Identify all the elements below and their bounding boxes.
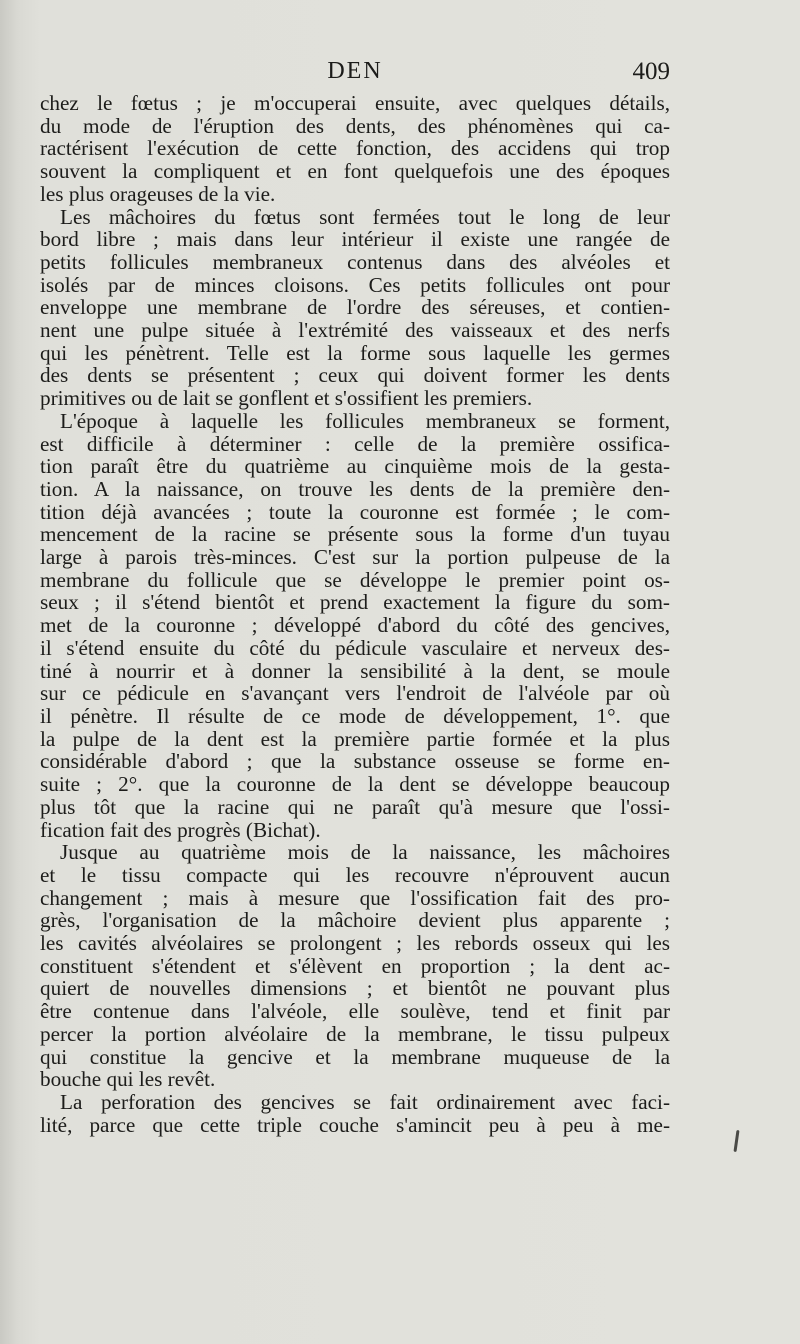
margin-ink-mark (733, 1130, 739, 1152)
text-line: constituent s'étendent et s'élèvent en proportion ; la dent ac- (40, 953, 670, 978)
text-line: isolés par de minces cloisons. Ces petits follicules ont pour (40, 272, 670, 297)
text-line: changement ; mais à mesure que l'ossification fait des pro- (40, 885, 670, 910)
text-line: percer la portion alvéolaire de la membrane, le tissu pulpeux (40, 1021, 670, 1046)
text-line: suite ; 2°. que la couronne de la dent se développe beaucoup (40, 772, 670, 797)
text-line: des dents se présentent ; ceux qui doivent former les dents (40, 363, 670, 388)
text-line: quiert de nouvelles dimensions ; et bientôt ne pouvant plus (40, 976, 670, 1001)
paragraph (40, 206, 670, 410)
text-line: fication fait des progrès (Bichat). (40, 817, 321, 842)
text-line: mencement de la racine se présente sous la forme d'un tuyau (40, 522, 670, 547)
paragraph (40, 1091, 670, 1136)
page-number: 409 (632, 58, 670, 85)
text-line: large à parois très-minces. C'est sur la portion pulpeuse de la (40, 545, 670, 570)
text-line: du mode de l'éruption des dents, des phénomènes qui ca- (40, 113, 670, 138)
text-line: lité, parce que cette triple couche s'amincit peu à peu à me- (40, 1112, 670, 1137)
body-text (40, 92, 670, 1136)
text-line: bouche qui les revêt. (40, 1067, 216, 1092)
text-line: tition déjà avancées ; toute la couronne est formée ; le com- (40, 499, 670, 524)
text-line: tion paraît être du quatrième au cinquième mois de la gesta- (40, 454, 670, 479)
text-line: être contenue dans l'alvéole, elle soulève, tend et finit par (40, 999, 670, 1024)
text-line: enveloppe une membrane de l'ordre des séreuses, et contien- (40, 295, 670, 320)
text-line: les cavités alvéolaires se prolongent ; les rebords osseux qui les (40, 931, 670, 956)
text-line: seux ; il s'étend bientôt et prend exactement la figure du som- (40, 590, 670, 615)
paragraph (40, 92, 670, 206)
text-line: chez le fœtus ; je m'occuperai ensuite, avec quelques détails, (40, 91, 670, 115)
running-head: DEN (327, 58, 383, 84)
text-line: membrane du follicule que se développe le premier point os- (40, 567, 670, 592)
text-line: tion. A la naissance, on trouve les dents de la première den- (40, 476, 670, 501)
text-line: grès, l'organisation de la mâchoire devient plus apparente ; (40, 908, 670, 933)
text-line: la pulpe de la dent est la première partie formée et la plus (40, 726, 670, 751)
text-line: primitives ou de lait se gonflent et s'ossifient les premiers. (40, 386, 533, 411)
text-line: il s'étend ensuite du côté du pédicule vasculaire et nerveux des- (40, 635, 670, 660)
text-line: souvent la compliquent et en font quelquefois une des époques (40, 159, 670, 184)
page-header (40, 58, 670, 90)
text-line: qui les pénètrent. Telle est la forme sous laquelle les germes (40, 340, 670, 365)
text-line: met de la couronne ; développé d'abord du côté des gencives, (40, 613, 670, 638)
paragraph (40, 841, 670, 1091)
text-line: bord libre ; mais dans leur intérieur il existe une rangée de (40, 227, 670, 252)
text-line: Les mâchoires du fœtus sont fermées tout le long de leur (60, 204, 670, 229)
text-line: petits follicules membraneux contenus dans des alvéoles et (40, 249, 670, 274)
text-line: considérable d'abord ; que la substance osseuse se forme en- (40, 749, 670, 774)
text-line: tiné à nourrir et à donner la sensibilité à la dent, se moule (40, 658, 670, 683)
text-line: est difficile à déterminer : celle de la première ossifica- (40, 431, 670, 456)
text-line: qui constitue la gencive et la membrane muqueuse de la (40, 1044, 670, 1069)
text-line: sur ce pédicule en s'avançant vers l'endroit de l'alvéole par où (40, 681, 670, 706)
paragraph (40, 410, 670, 841)
text-line: Jusque au quatrième mois de la naissance, les mâchoires (60, 840, 670, 865)
text-line: ractérisent l'exécution de cette fonction, des accidens qui trop (40, 136, 670, 161)
text-line: et le tissu compacte qui les recouvre n'éprouvent aucun (40, 862, 670, 887)
text-line: plus tôt que la racine qui ne paraît qu'à mesure que l'ossi- (40, 794, 670, 819)
text-line: L'époque à laquelle les follicules membraneux se forment, (60, 408, 670, 433)
text-line: les plus orageuses de la vie. (40, 181, 276, 206)
text-line: La perforation des gencives se fait ordinairement avec faci- (60, 1089, 670, 1114)
text-line: il pénètre. Il résulte de ce mode de développement, 1°. que (40, 703, 670, 728)
text-line: nent une pulpe située à l'extrémité des vaisseaux et des nerfs (40, 318, 670, 343)
